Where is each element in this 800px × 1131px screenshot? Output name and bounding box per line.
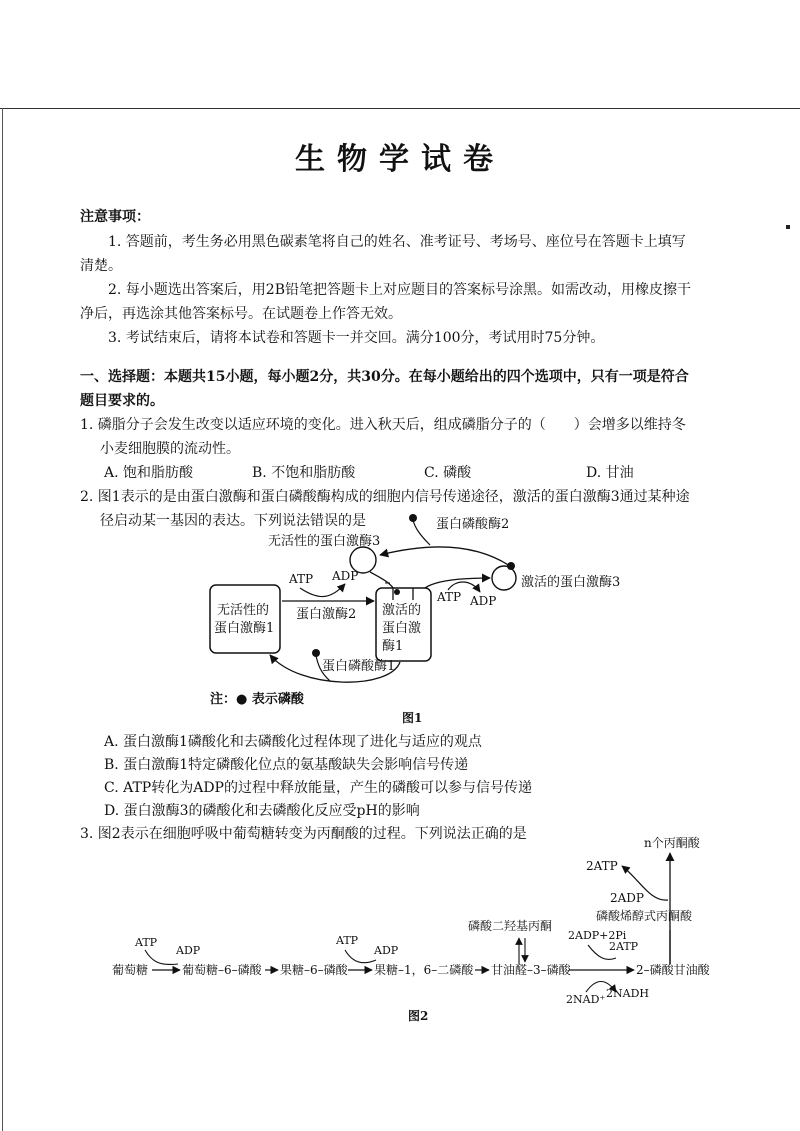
inactive-kinase-1-label-2: 蛋白激酶1 [214, 621, 275, 636]
q2-option-c: C. ATP转化为ADP的过程中释放能量，产生的磷酸可以参与信号传递 [104, 780, 532, 796]
kinase-2-label: 蛋白激酶2 [296, 607, 357, 622]
notice-item-2-cont: 净后，再选涂其他答案标号。在试题卷上作答无效。 [80, 306, 402, 322]
q2-option-a: A. 蛋白激酶1磷酸化和去磷酸化过程体现了进化与适应的观点 [104, 734, 482, 750]
atp-b-label: ATP [336, 934, 359, 947]
adp-b-label: ADP [374, 944, 399, 957]
g3p-label: 甘油醛–3–磷酸 [491, 963, 571, 977]
inactive-kinase-1-label-1: 无活性的 [217, 603, 270, 618]
atp-label-1: ATP [289, 572, 314, 586]
pep-label: 磷酸烯醇式丙酮酸 [596, 909, 693, 923]
figure-1-note: 注：● 表示磷酸 [210, 692, 304, 707]
notice-item-3: 3. 考试结束后，请将本试卷和答题卡一并交回。满分100分，考试用时75分钟。 [108, 330, 605, 346]
bpg-label: 2–磷酸甘油酸 [636, 963, 710, 977]
n-pyruvate-label: n个丙酮酸 [644, 836, 700, 850]
q1-option-c: C. 磷酸 [424, 465, 472, 481]
q2-stem-cont: 径启动某一基因的表达。下列说法错误的是 [100, 513, 366, 529]
phosphatase-1-label: 蛋白磷酸酶1 [322, 659, 396, 674]
figure-2-caption: 图2 [408, 1009, 429, 1023]
adp-a-label: ADP [176, 944, 201, 957]
figure-1-caption: 图1 [402, 711, 423, 725]
q3-stem: 3. 图2表示在细胞呼吸中葡萄糖转变为丙酮酸的过程。下列说法正确的是 [80, 826, 527, 842]
q2-stem: 2. 图1表示的是由蛋白激酶和蛋白磷酸酶构成的细胞内信号传递途径，激活的蛋白激酶3通过某种途 [80, 489, 690, 505]
q2-option-d: D. 蛋白激酶3的磷酸化和去磷酸化反应受pH的影响 [104, 803, 420, 819]
phosphate-dot [507, 562, 515, 570]
q1-option-b: B. 不饱和脂肪酸 [252, 465, 356, 481]
adp-2pi-label: 2ADP+2Pi [568, 929, 627, 942]
nadh-label: 2NADH [606, 987, 649, 1000]
active-kinase-1-label-1: 激活的 [382, 603, 422, 618]
active-kinase-3-label: 激活的蛋白激酶3 [521, 575, 621, 590]
q1-option-d: D. 甘油 [586, 465, 634, 481]
nad-label: 2NAD⁺ [566, 993, 606, 1006]
g6p-label: 葡萄糖–6–磷酸 [182, 963, 262, 977]
atp-2-label: 2ATP [586, 859, 618, 873]
phosphate-dot [409, 514, 417, 522]
exam-title: 生物学试卷 [295, 142, 505, 177]
active-kinase-1-label-2: 蛋白激 [382, 621, 422, 636]
q2-option-b: B. 蛋白激酶1特定磷酸化位点的氨基酸缺失会影响信号传递 [104, 757, 469, 773]
section-1-heading: 一、选择题：本题共15小题，每小题2分，共30分。在每小题给出的四个选项中，只有一项是符合 [80, 369, 689, 385]
section-1-heading-cont: 题目要求的。 [80, 393, 164, 409]
active-kinase-1-label-3: 酶1 [382, 639, 404, 654]
phosphatase-2-label: 蛋白磷酸酶2 [436, 517, 510, 532]
atp-label-2: ATP [437, 590, 462, 604]
adp-2-label: 2ADP [610, 891, 644, 905]
inactive-kinase-3-label: 无活性的蛋白激酶3 [268, 534, 381, 549]
notice-item-2: 2. 每小题选出答案后，用2B铅笔把答题卡上对应题目的答案标号涂黑。如需改动，用橡皮擦干 [108, 282, 692, 298]
f6p-label: 果糖–6–磷酸 [280, 963, 348, 977]
f16bp-label: 果糖–1，6–二磷酸 [374, 963, 474, 977]
q1-stem: 1. 磷脂分子会发生改变以适应环境的变化。进入秋天后，组成磷脂分子的（ ）会增多以维持冬 [80, 417, 686, 433]
atp-2b-label: 2ATP [609, 940, 639, 953]
notice-item-1-cont: 清楚。 [80, 258, 122, 274]
glucose-label: 葡萄糖 [112, 963, 149, 977]
atp-a-label: ATP [135, 936, 158, 949]
adp-label-2: ADP [470, 594, 497, 608]
q1-stem-cont: 小麦细胞膜的流动性。 [100, 441, 240, 457]
notice-heading: 注意事项： [80, 209, 150, 225]
inactive-kinase-1-box [210, 585, 280, 653]
adp-label-1: ADP [332, 569, 359, 583]
dhap-label: 磷酸二羟基丙酮 [468, 919, 553, 933]
notice-item-1: 1. 答题前，考生务必用黑色碳素笔将自己的姓名、准考证号、考场号、座位号在答题卡上填写 [108, 234, 686, 250]
phosphate-dot [394, 589, 400, 595]
phosphate-dot [312, 649, 320, 657]
phosphatase-2-arrow [380, 547, 510, 566]
q1-option-a: A. 饱和脂肪酸 [104, 465, 194, 481]
